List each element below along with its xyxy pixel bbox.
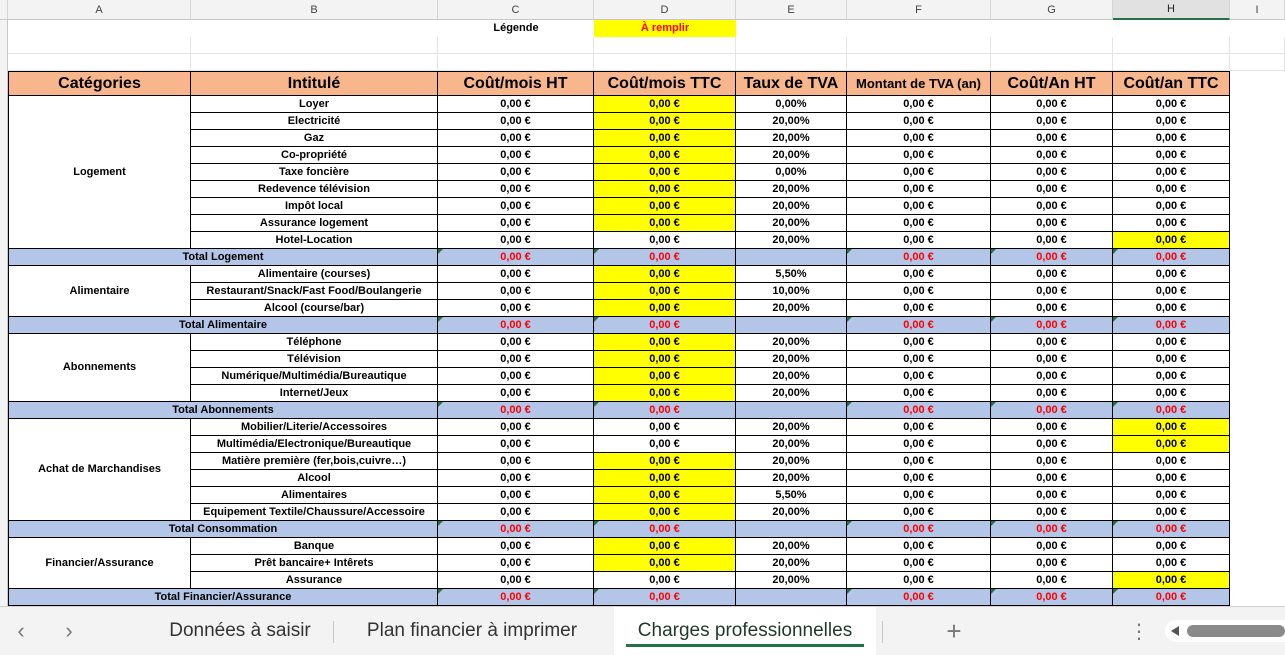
item-label[interactable]: Alcool (course/bar) [191, 300, 438, 317]
total-value[interactable]: 0,00 € [991, 317, 1113, 334]
cout-an-ttc[interactable]: 0,00 € [1113, 113, 1230, 130]
total-value[interactable]: 0,00 € [991, 249, 1113, 266]
formula-warning-icon [847, 521, 852, 526]
total-value[interactable]: 0,00 € [594, 317, 736, 334]
cout-an-ht[interactable]: 0,00 € [991, 453, 1113, 470]
montant-tva[interactable]: 0,00 € [847, 453, 991, 470]
total-value[interactable]: 0,00 € [438, 249, 594, 266]
cout-mois-ttc[interactable]: 0,00 € [594, 96, 736, 113]
taux-tva[interactable]: 5,50% [736, 266, 847, 283]
tab-separator [882, 621, 883, 643]
taux-tva[interactable]: 20,00% [736, 232, 847, 249]
item-label[interactable]: Impôt local [191, 198, 438, 215]
cout-mois-ttc[interactable]: 0,00 € [594, 266, 736, 283]
formula-warning-icon [1113, 402, 1118, 407]
taux-tva[interactable]: 20,00% [736, 555, 847, 572]
item-label[interactable]: Alimentaire (courses) [191, 266, 438, 283]
scroll-left-icon[interactable] [1171, 626, 1179, 636]
total-tva-empty[interactable] [736, 249, 847, 266]
taux-tva[interactable]: 10,00% [736, 283, 847, 300]
montant-tva[interactable]: 0,00 € [847, 368, 991, 385]
header-6[interactable]: Coût/An HT [991, 71, 1113, 96]
cout-mois-ttc[interactable]: 0,00 € [594, 419, 736, 436]
column-header-d[interactable]: D [594, 0, 736, 20]
montant-tva[interactable]: 0,00 € [847, 215, 991, 232]
cout-mois-ht[interactable]: 0,00 € [438, 368, 594, 385]
empty-cell[interactable] [991, 54, 1113, 71]
empty-cell[interactable] [8, 37, 191, 54]
montant-tva[interactable]: 0,00 € [847, 130, 991, 147]
cout-mois-ht[interactable]: 0,00 € [438, 181, 594, 198]
cout-an-ttc[interactable]: 0,00 € [1113, 368, 1230, 385]
empty-cell[interactable] [736, 37, 847, 54]
total-value[interactable]: 0,00 € [438, 589, 594, 606]
montant-tva[interactable]: 0,00 € [847, 385, 991, 402]
formula-warning-icon [594, 521, 599, 526]
total-value[interactable]: 0,00 € [847, 521, 991, 538]
header-4[interactable]: Taux de TVA [736, 71, 847, 96]
total-tva-empty[interactable] [736, 521, 847, 538]
cout-mois-ht[interactable]: 0,00 € [438, 487, 594, 504]
total-value[interactable]: 0,00 € [1113, 402, 1230, 419]
cout-mois-ht[interactable]: 0,00 € [438, 351, 594, 368]
empty-cell[interactable] [1230, 37, 1285, 54]
formula-warning-icon [991, 521, 996, 526]
item-label[interactable]: Hotel-Location [191, 232, 438, 249]
tab-separator [333, 621, 334, 643]
montant-tva[interactable]: 0,00 € [847, 164, 991, 181]
cout-mois-ht[interactable]: 0,00 € [438, 436, 594, 453]
montant-tva[interactable]: 0,00 € [847, 436, 991, 453]
cout-an-ht[interactable]: 0,00 € [991, 504, 1113, 521]
montant-tva[interactable]: 0,00 € [847, 538, 991, 555]
cout-an-ttc[interactable]: 0,00 € [1113, 572, 1230, 589]
total-value[interactable]: 0,00 € [847, 589, 991, 606]
tab-donnees-a-saisir[interactable]: Données à saisir [169, 620, 311, 641]
column-header-i[interactable]: I [1230, 0, 1285, 20]
total-value[interactable]: 0,00 € [438, 521, 594, 538]
item-label[interactable]: Matière première (fer,bois,cuivre…) [191, 453, 438, 470]
taux-tva[interactable]: 5,50% [736, 487, 847, 504]
montant-tva[interactable]: 0,00 € [847, 572, 991, 589]
cout-mois-ht[interactable]: 0,00 € [438, 147, 594, 164]
item-label[interactable]: Multimédia/Electronique/Bureautique [191, 436, 438, 453]
cout-an-ttc[interactable]: 0,00 € [1113, 385, 1230, 402]
item-label[interactable]: Internet/Jeux [191, 385, 438, 402]
cout-an-ht[interactable]: 0,00 € [991, 198, 1113, 215]
category-cell[interactable]: Abonnements [8, 334, 191, 402]
cout-an-ttc[interactable]: 0,00 € [1113, 470, 1230, 487]
cout-mois-ttc[interactable]: 0,00 € [594, 436, 736, 453]
taux-tva[interactable]: 20,00% [736, 453, 847, 470]
cout-mois-ht[interactable]: 0,00 € [438, 198, 594, 215]
cout-mois-ht[interactable]: 0,00 € [438, 504, 594, 521]
cout-an-ht[interactable]: 0,00 € [991, 96, 1113, 113]
empty-cell[interactable] [1113, 37, 1230, 54]
cout-an-ht[interactable]: 0,00 € [991, 283, 1113, 300]
cout-an-ttc[interactable]: 0,00 € [1113, 504, 1230, 521]
cout-an-ht[interactable]: 0,00 € [991, 470, 1113, 487]
item-label[interactable]: Co-propriété [191, 147, 438, 164]
header-7[interactable]: Coût/an TTC [1113, 71, 1230, 96]
formula-warning-icon [847, 589, 852, 594]
cout-an-ttc[interactable]: 0,00 € [1113, 198, 1230, 215]
cout-mois-ttc[interactable]: 0,00 € [594, 351, 736, 368]
cout-an-ht[interactable]: 0,00 € [991, 113, 1113, 130]
cout-an-ttc[interactable]: 0,00 € [1113, 487, 1230, 504]
column-header-h[interactable]: H [1113, 0, 1230, 20]
item-label[interactable]: Banque [191, 538, 438, 555]
cout-mois-ttc[interactable]: 0,00 € [594, 368, 736, 385]
formula-warning-icon [1113, 317, 1118, 322]
cout-mois-ttc[interactable]: 0,00 € [594, 164, 736, 181]
item-label[interactable]: Taxe foncière [191, 164, 438, 181]
cout-mois-ttc[interactable]: 0,00 € [594, 113, 736, 130]
formula-warning-icon [438, 589, 443, 594]
total-tva-empty[interactable] [736, 402, 847, 419]
cout-an-ttc[interactable]: 0,00 € [1113, 538, 1230, 555]
tab-charges-professionnelles[interactable] [614, 607, 876, 655]
cout-mois-ttc[interactable]: 0,00 € [594, 215, 736, 232]
item-label[interactable]: Alimentaires [191, 487, 438, 504]
total-tva-empty[interactable] [736, 317, 847, 334]
montant-tva[interactable]: 0,00 € [847, 487, 991, 504]
cout-an-ttc[interactable]: 0,00 € [1113, 436, 1230, 453]
montant-tva[interactable]: 0,00 € [847, 419, 991, 436]
more-options-icon[interactable]: ⋮ [1129, 620, 1149, 643]
taux-tva[interactable]: 20,00% [736, 147, 847, 164]
cout-an-ht[interactable]: 0,00 € [991, 555, 1113, 572]
cout-mois-ht[interactable]: 0,00 € [438, 283, 594, 300]
formula-warning-icon [438, 521, 443, 526]
cout-mois-ht[interactable]: 0,00 € [438, 96, 594, 113]
row-headers-strip[interactable] [0, 20, 8, 606]
cout-mois-ttc[interactable]: 0,00 € [594, 504, 736, 521]
cout-mois-ht[interactable]: 0,00 € [438, 164, 594, 181]
cout-an-ht[interactable]: 0,00 € [991, 351, 1113, 368]
taux-tva[interactable]: 20,00% [736, 181, 847, 198]
montant-tva[interactable]: 0,00 € [847, 266, 991, 283]
cout-an-ht[interactable]: 0,00 € [991, 164, 1113, 181]
next-sheet-icon[interactable]: › [65, 618, 73, 643]
cout-an-ttc[interactable]: 0,00 € [1113, 215, 1230, 232]
formula-warning-icon [991, 402, 996, 407]
cout-an-ht[interactable]: 0,00 € [991, 436, 1113, 453]
taux-tva[interactable]: 20,00% [736, 385, 847, 402]
cout-an-ht[interactable]: 0,00 € [991, 538, 1113, 555]
cout-mois-ht[interactable]: 0,00 € [438, 572, 594, 589]
cout-mois-ttc[interactable]: 0,00 € [594, 198, 736, 215]
cout-an-ht[interactable]: 0,00 € [991, 147, 1113, 164]
cout-mois-ttc[interactable]: 0,00 € [594, 300, 736, 317]
total-value[interactable]: 0,00 € [1113, 521, 1230, 538]
tab-plan-financier[interactable]: Plan financier à imprimer [366, 620, 578, 641]
cout-an-ht[interactable]: 0,00 € [991, 334, 1113, 351]
item-label[interactable]: Prêt bancaire+ Intêrets [191, 555, 438, 572]
cout-an-ttc[interactable]: 0,00 € [1113, 555, 1230, 572]
cout-an-ttc[interactable]: 0,00 € [1113, 283, 1230, 300]
montant-tva[interactable]: 0,00 € [847, 181, 991, 198]
cout-an-ttc[interactable]: 0,00 € [1113, 147, 1230, 164]
empty-cell[interactable] [438, 37, 594, 54]
cout-an-ht[interactable]: 0,00 € [991, 232, 1113, 249]
item-label[interactable]: Mobilier/Literie/Accessoires [191, 419, 438, 436]
cout-an-ttc[interactable]: 0,00 € [1113, 164, 1230, 181]
taux-tva[interactable]: 20,00% [736, 113, 847, 130]
total-value[interactable]: 0,00 € [438, 402, 594, 419]
formula-warning-icon [594, 589, 599, 594]
cout-an-ttc[interactable]: 0,00 € [1113, 334, 1230, 351]
total-value[interactable]: 0,00 € [991, 589, 1113, 606]
column-header-g[interactable]: G [991, 0, 1113, 20]
cout-an-ht[interactable]: 0,00 € [991, 181, 1113, 198]
cout-an-ht[interactable]: 0,00 € [991, 130, 1113, 147]
formula-warning-icon [438, 317, 443, 322]
empty-cell[interactable] [1230, 54, 1285, 71]
cout-mois-ttc[interactable]: 0,00 € [594, 334, 736, 351]
cout-an-ttc[interactable]: 0,00 € [1113, 300, 1230, 317]
taux-tva[interactable]: 0,00% [736, 164, 847, 181]
item-label[interactable]: Assurance logement [191, 215, 438, 232]
cout-mois-ttc[interactable]: 0,00 € [594, 470, 736, 487]
formula-warning-icon [991, 317, 996, 322]
formula-warning-icon [1113, 249, 1118, 254]
taux-tva[interactable]: 20,00% [736, 436, 847, 453]
total-value[interactable]: 0,00 € [991, 402, 1113, 419]
empty-cell[interactable] [847, 54, 991, 71]
montant-tva[interactable]: 0,00 € [847, 504, 991, 521]
taux-tva[interactable]: 20,00% [736, 130, 847, 147]
montant-tva[interactable]: 0,00 € [847, 470, 991, 487]
cout-an-ttc[interactable]: 0,00 € [1113, 419, 1230, 436]
column-header-a[interactable]: A [8, 0, 191, 20]
formula-warning-icon [594, 249, 599, 254]
cout-mois-ttc[interactable]: 0,00 € [594, 181, 736, 198]
formula-warning-icon [847, 249, 852, 254]
category-cell[interactable]: Financier/Assurance [8, 538, 191, 589]
cout-an-ht[interactable]: 0,00 € [991, 266, 1113, 283]
add-sheet-icon[interactable]: + [946, 615, 962, 646]
cout-mois-ht[interactable]: 0,00 € [438, 266, 594, 283]
column-header-e[interactable]: E [736, 0, 847, 20]
total-value[interactable]: 0,00 € [1113, 249, 1230, 266]
item-label[interactable]: Téléphone [191, 334, 438, 351]
item-label[interactable]: Equipement Textile/Chaussure/Accessoire [191, 504, 438, 521]
item-label[interactable]: Assurance [191, 572, 438, 589]
montant-tva[interactable]: 0,00 € [847, 283, 991, 300]
formula-warning-icon [1113, 589, 1118, 594]
column-header-b[interactable]: B [191, 0, 438, 20]
montant-tva[interactable]: 0,00 € [847, 351, 991, 368]
active-tab-underline [626, 644, 864, 647]
montant-tva[interactable]: 0,00 € [847, 198, 991, 215]
montant-tva[interactable]: 0,00 € [847, 555, 991, 572]
formula-warning-icon [438, 402, 443, 407]
empty-cell[interactable] [191, 37, 438, 54]
empty-cell[interactable] [736, 54, 847, 71]
total-value[interactable]: 0,00 € [991, 521, 1113, 538]
total-value[interactable]: 0,00 € [1113, 589, 1230, 606]
cout-mois-ttc[interactable]: 0,00 € [594, 283, 736, 300]
montant-tva[interactable]: 0,00 € [847, 232, 991, 249]
total-value[interactable]: 0,00 € [847, 249, 991, 266]
category-cell[interactable]: Logement [8, 96, 191, 249]
horizontal-scrollbar[interactable] [1165, 620, 1285, 642]
montant-tva[interactable]: 0,00 € [847, 96, 991, 113]
header-0[interactable]: Catégories [8, 71, 191, 96]
item-label[interactable]: Loyer [191, 96, 438, 113]
column-header-f[interactable]: F [847, 0, 991, 20]
taux-tva[interactable]: 20,00% [736, 300, 847, 317]
empty-cell[interactable] [594, 37, 736, 54]
empty-cell[interactable] [594, 54, 736, 71]
category-cell[interactable]: Alimentaire [8, 266, 191, 317]
item-label[interactable]: Télévision [191, 351, 438, 368]
header-1[interactable]: Intitulé [191, 71, 438, 96]
item-label[interactable]: Alcool [191, 470, 438, 487]
taux-tva[interactable]: 0,00% [736, 96, 847, 113]
empty-cell[interactable] [991, 37, 1113, 54]
cout-mois-ht[interactable]: 0,00 € [438, 215, 594, 232]
montant-tva[interactable]: 0,00 € [847, 300, 991, 317]
cout-mois-ht[interactable]: 0,00 € [438, 300, 594, 317]
empty-cell[interactable] [1113, 54, 1230, 71]
total-value[interactable]: 0,00 € [594, 589, 736, 606]
formula-warning-icon [1113, 521, 1118, 526]
column-header-c[interactable]: C [438, 0, 594, 20]
total-value[interactable]: 0,00 € [847, 402, 991, 419]
cout-mois-ttc[interactable]: 0,00 € [594, 487, 736, 504]
formula-warning-icon [847, 402, 852, 407]
formula-warning-icon [847, 317, 852, 322]
select-all-corner[interactable] [0, 0, 8, 20]
taux-tva[interactable]: 20,00% [736, 198, 847, 215]
cout-mois-ttc[interactable]: 0,00 € [594, 555, 736, 572]
item-label[interactable]: Electricité [191, 113, 438, 130]
taux-tva[interactable]: 20,00% [736, 368, 847, 385]
total-value[interactable]: 0,00 € [438, 317, 594, 334]
cout-an-ttc[interactable]: 0,00 € [1113, 96, 1230, 113]
prev-sheet-icon[interactable]: ‹ [17, 618, 25, 643]
cout-mois-ht[interactable]: 0,00 € [438, 232, 594, 249]
taux-tva[interactable]: 20,00% [736, 504, 847, 521]
cout-an-ttc[interactable]: 0,00 € [1113, 266, 1230, 283]
cout-an-ttc[interactable]: 0,00 € [1113, 453, 1230, 470]
total-row-label[interactable]: Total Financier/Assurance [8, 589, 438, 606]
cout-mois-ht[interactable]: 0,00 € [438, 385, 594, 402]
total-row-label[interactable]: Total Logement [8, 249, 438, 266]
formula-warning-icon [594, 402, 599, 407]
taux-tva[interactable]: 20,00% [736, 572, 847, 589]
active-tab-label: Charges professionnelles [637, 620, 853, 641]
cout-mois-ht[interactable]: 0,00 € [438, 334, 594, 351]
header-3[interactable]: Coût/mois TTC [594, 71, 736, 96]
total-row-label[interactable]: Total Consommation [8, 521, 438, 538]
cout-mois-ttc[interactable]: 0,00 € [594, 232, 736, 249]
formula-warning-icon [594, 317, 599, 322]
cout-mois-ht[interactable]: 0,00 € [438, 130, 594, 147]
taux-tva[interactable]: 20,00% [736, 334, 847, 351]
cout-an-ttc[interactable]: 0,00 € [1113, 351, 1230, 368]
total-row-label[interactable]: Total Abonnements [8, 402, 438, 419]
cout-mois-ht[interactable]: 0,00 € [438, 419, 594, 436]
legend-fill-sample: À remplir [594, 20, 736, 37]
item-label[interactable]: Numérique/Multimédia/Bureautique [191, 368, 438, 385]
item-label[interactable]: Restaurant/Snack/Fast Food/Boulangerie [191, 283, 438, 300]
formula-warning-icon [991, 589, 996, 594]
total-tva-empty[interactable] [736, 589, 847, 606]
empty-cell[interactable] [438, 54, 594, 71]
item-label[interactable]: Gaz [191, 130, 438, 147]
header-5[interactable]: Montant de TVA (an) [847, 71, 991, 96]
item-label[interactable]: Redevence télévision [191, 181, 438, 198]
cout-an-ht[interactable]: 0,00 € [991, 487, 1113, 504]
cout-an-ht[interactable]: 0,00 € [991, 419, 1113, 436]
cout-mois-ttc[interactable]: 0,00 € [594, 538, 736, 555]
montant-tva[interactable]: 0,00 € [847, 147, 991, 164]
cout-mois-ht[interactable]: 0,00 € [438, 470, 594, 487]
taux-tva[interactable]: 20,00% [736, 470, 847, 487]
header-2[interactable]: Coût/mois HT [438, 71, 594, 96]
total-value[interactable]: 0,00 € [847, 317, 991, 334]
cout-an-ht[interactable]: 0,00 € [991, 215, 1113, 232]
cout-mois-ht[interactable]: 0,00 € [438, 453, 594, 470]
cout-an-ht[interactable]: 0,00 € [991, 300, 1113, 317]
total-value[interactable]: 0,00 € [594, 249, 736, 266]
cout-an-ttc[interactable]: 0,00 € [1113, 232, 1230, 249]
taux-tva[interactable]: 20,00% [736, 215, 847, 232]
total-value[interactable]: 0,00 € [594, 521, 736, 538]
scroll-thumb[interactable] [1187, 625, 1285, 637]
empty-cell[interactable] [8, 54, 191, 71]
legend-label: Légende [493, 22, 539, 34]
cout-mois-ttc[interactable]: 0,00 € [594, 147, 736, 164]
empty-cell[interactable] [847, 37, 991, 54]
cout-an-ht[interactable]: 0,00 € [991, 368, 1113, 385]
cout-mois-ttc[interactable]: 0,00 € [594, 385, 736, 402]
montant-tva[interactable]: 0,00 € [847, 113, 991, 130]
formula-warning-icon [438, 249, 443, 254]
formula-warning-icon [991, 249, 996, 254]
category-cell[interactable]: Achat de Marchandises [8, 419, 191, 521]
cout-an-ttc[interactable]: 0,00 € [1113, 130, 1230, 147]
cout-mois-ttc[interactable]: 0,00 € [594, 130, 736, 147]
cout-mois-ttc[interactable]: 0,00 € [594, 453, 736, 470]
cout-mois-ht[interactable]: 0,00 € [438, 113, 594, 130]
cout-mois-ttc[interactable]: 0,00 € [594, 572, 736, 589]
total-row-label[interactable]: Total Alimentaire [8, 317, 438, 334]
cout-mois-ht[interactable]: 0,00 € [438, 555, 594, 572]
total-value[interactable]: 0,00 € [594, 402, 736, 419]
taux-tva[interactable]: 20,00% [736, 351, 847, 368]
sheet-tab-bar [0, 606, 1285, 655]
cout-mois-ht[interactable]: 0,00 € [438, 538, 594, 555]
empty-cell[interactable] [191, 54, 438, 71]
cout-an-ht[interactable]: 0,00 € [991, 385, 1113, 402]
cout-an-ttc[interactable]: 0,00 € [1113, 181, 1230, 198]
total-value[interactable]: 0,00 € [1113, 317, 1230, 334]
taux-tva[interactable]: 20,00% [736, 419, 847, 436]
montant-tva[interactable]: 0,00 € [847, 334, 991, 351]
taux-tva[interactable]: 20,00% [736, 538, 847, 555]
cout-an-ht[interactable]: 0,00 € [991, 572, 1113, 589]
